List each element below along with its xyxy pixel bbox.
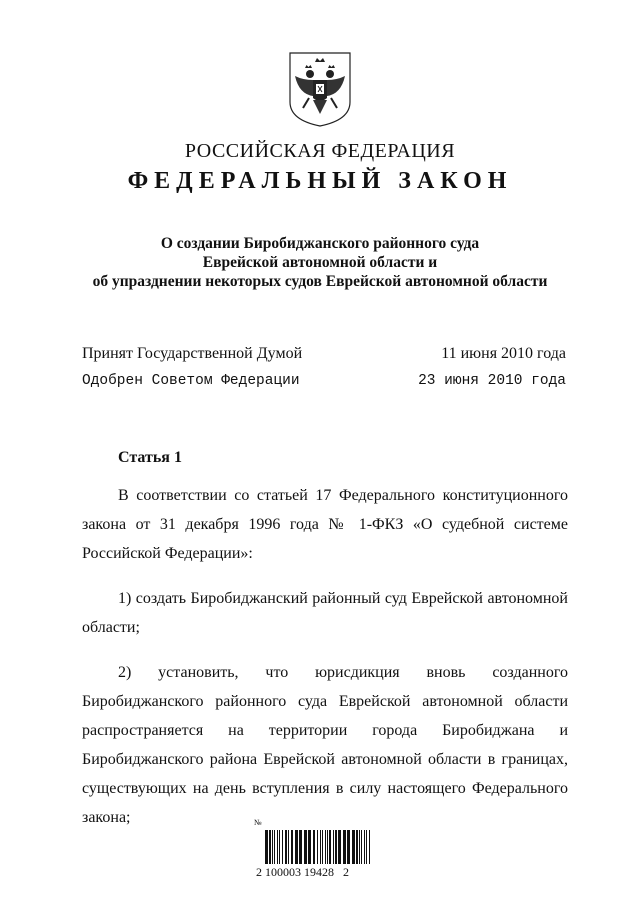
- barcode-bar: [325, 830, 326, 864]
- law-title-line: О создании Биробиджанского районного суда: [160, 235, 480, 252]
- barcode-bar: [308, 830, 311, 864]
- barcode-mark: №: [254, 818, 262, 827]
- council-approval-label: Одобрен Советом Федерации: [82, 373, 300, 389]
- article-paragraph: 2) установить, что юрисдикция вновь созданного Биробиджанского районного суда Еврейской автономной области распространяется на территории города Биробиджана и Биробиджанского района Еврейской автономной области в границах, существующих на день вступления в силу настоящего Федерального закона;: [82, 664, 568, 826]
- barcode-bar: [265, 830, 268, 864]
- barcode-bar: [288, 830, 289, 864]
- law-title-line: об упразднении некоторых судов Еврейской автономной области: [92, 273, 548, 290]
- article-paragraph: В соответствии со статьей 17 Федерального конституционного закона от 31 декабря 1996 года № 1-ФКЗ «О судебной системе Российской Федерации»:: [82, 487, 568, 562]
- coat-of-arms-icon: [287, 50, 353, 128]
- barcode-bar: [366, 830, 367, 864]
- barcode-bar: [274, 830, 275, 864]
- barcode-bar: [279, 830, 280, 864]
- barcode-bar: [277, 830, 278, 864]
- barcode-bar: [364, 830, 365, 864]
- barcode-bar: [359, 830, 360, 864]
- barcode-bar: [313, 830, 315, 864]
- barcode-bar: [320, 830, 321, 864]
- barcode-bar: [282, 830, 283, 864]
- council-approval-date: 23 июня 2010 года: [418, 373, 566, 389]
- barcode-bar: [343, 830, 346, 864]
- barcode-bar: [327, 830, 328, 864]
- barcode-bar: [369, 830, 370, 864]
- barcode-bar: [356, 830, 358, 864]
- barcode-bar: [347, 830, 350, 864]
- barcode-number: 2 100003 19428 2: [256, 865, 349, 879]
- barcode-bar: [272, 830, 273, 864]
- barcode-bar: [335, 830, 337, 864]
- barcode-bar: [291, 830, 293, 864]
- barcode-bar: [361, 830, 362, 864]
- barcode-bar: [333, 830, 334, 864]
- barcode-bar: [285, 830, 287, 864]
- barcode-bar: [329, 830, 331, 864]
- barcode-bar: [317, 830, 318, 864]
- barcode-bar: [299, 830, 302, 864]
- duma-adoption-label: Принят Государственной Думой: [82, 345, 303, 362]
- duma-adoption-date: 11 июня 2010 года: [441, 345, 566, 362]
- law-type-heading: ФЕДЕРАЛЬНЫЙ ЗАКОН: [127, 168, 513, 194]
- barcode-bar: [322, 830, 323, 864]
- barcode-bar: [352, 830, 355, 864]
- barcode-bar: [338, 830, 341, 864]
- barcode-bars: [265, 830, 373, 864]
- article-body: [82, 481, 568, 832]
- barcode-bar: [269, 830, 271, 864]
- country-name: РОССИЙСКАЯ ФЕДЕРАЦИЯ: [184, 140, 456, 162]
- barcode-bar: [304, 830, 307, 864]
- barcode-bar: [295, 830, 298, 864]
- law-title-line: Еврейской автономной области и: [202, 254, 438, 271]
- article-paragraph: 1) создать Биробиджанский районный суд Еврейской автономной области;: [82, 590, 568, 636]
- article-heading: Статья 1: [118, 449, 182, 466]
- law-title: [0, 234, 640, 291]
